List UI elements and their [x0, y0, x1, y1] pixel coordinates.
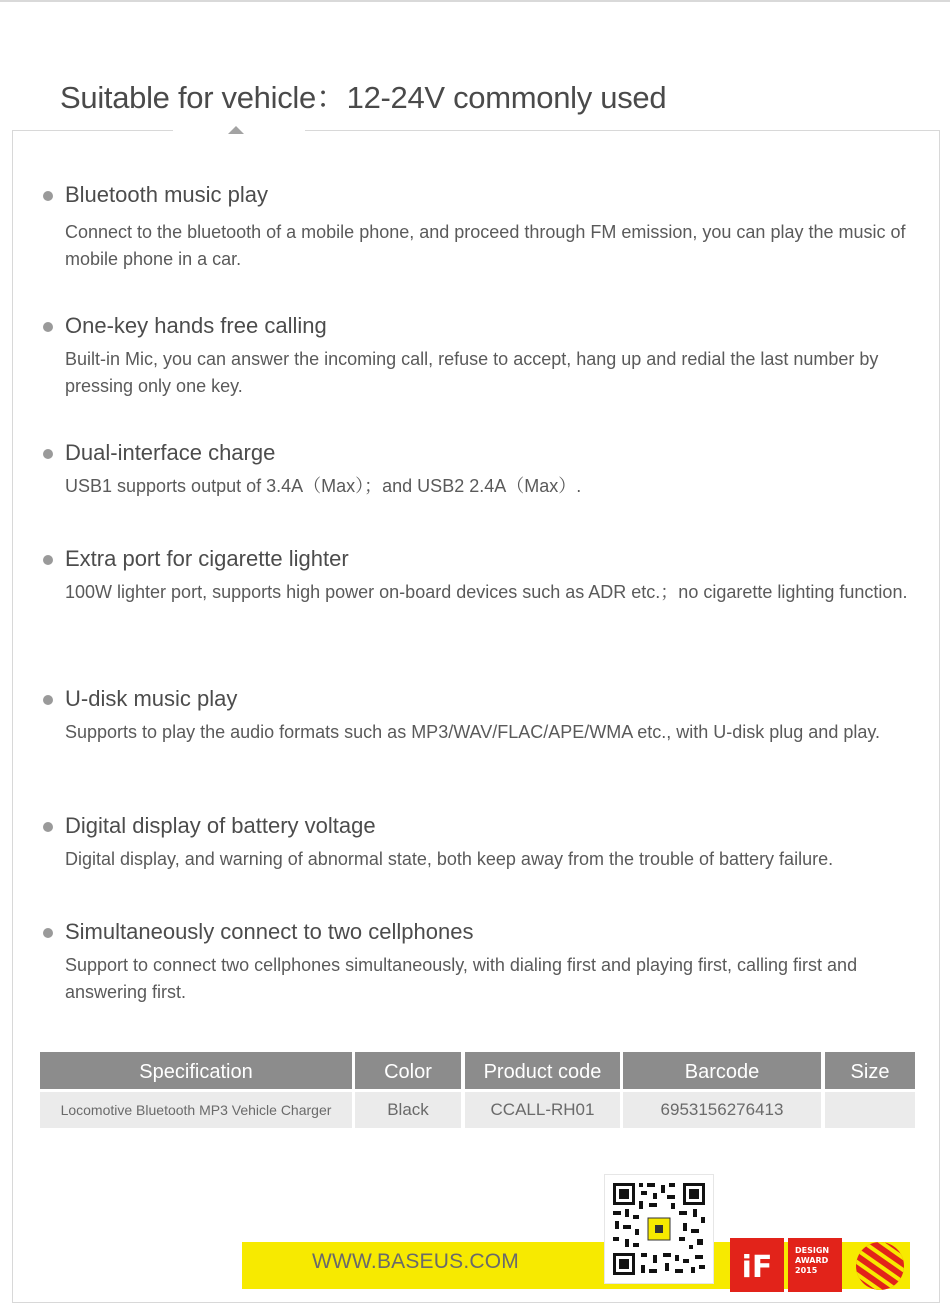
feature-heading: Extra port for cigarette lighter	[65, 546, 349, 571]
if-logo	[730, 1238, 784, 1292]
qr-code[interactable]	[604, 1174, 714, 1284]
bullet-icon	[43, 449, 53, 459]
feature-heading: Simultaneously connect to two cellphones	[65, 919, 474, 944]
feature-description: Built-in Mic, you can answer the incoming call, refuse to accept, hang up and redial the last number by pressing only one key.	[65, 349, 879, 396]
bullet-icon	[43, 191, 53, 201]
spec-header-size: Size	[825, 1052, 915, 1089]
frame-top-left-line	[12, 130, 173, 131]
website-link[interactable]: WWW.BASEUS.COM	[312, 1250, 519, 1273]
spec-header-specification: Specification	[40, 1052, 352, 1089]
feature-description: Connect to the bluetooth of a mobile phone, and proceed through FM emission, you can play the music of mobile phone in a car.	[65, 222, 906, 269]
top-divider	[0, 0, 950, 2]
if-award-line: 2015	[795, 1266, 818, 1275]
bullet-icon	[43, 928, 53, 938]
feature-description: 100W lighter port, supports high power on-board devices such as ADR etc.；no cigarette lighting function.	[65, 582, 908, 602]
bullet-icon	[43, 822, 53, 832]
feature-description: Supports to play the audio formats such as MP3/WAV/FLAC/APE/WMA etc., with U-disk plug and play.	[65, 722, 881, 742]
feature-heading: Bluetooth music play	[65, 182, 268, 207]
feature-description: USB1 supports output of 3.4A（Max）；and USB2 2.4A（Max）.	[65, 476, 582, 496]
spec-value-specification: Locomotive Bluetooth MP3 Vehicle Charger	[40, 1092, 352, 1128]
spec-header-product-code: Product code	[465, 1052, 620, 1089]
red-dot-icon	[852, 1238, 908, 1294]
if-design-award	[788, 1238, 842, 1292]
page-title: Suitable for vehicle：12-24V commonly used	[60, 80, 667, 115]
frame-top-right-line	[305, 130, 939, 131]
spec-value-size	[825, 1092, 915, 1128]
feature-description: Digital display, and warning of abnormal state, both keep away from the trouble of battery failure.	[65, 849, 834, 869]
bullet-icon	[43, 695, 53, 705]
feature-heading: Dual-interface charge	[65, 440, 276, 465]
bullet-icon	[43, 322, 53, 332]
spec-value-color: Black	[355, 1092, 461, 1128]
if-logo-text: iF	[741, 1250, 773, 1285]
feature-heading: Digital display of battery voltage	[65, 813, 376, 838]
bullet-icon	[43, 555, 53, 565]
spec-header-barcode: Barcode	[623, 1052, 821, 1089]
if-award-line: DESIGN	[795, 1246, 830, 1255]
if-award-line: AWARD	[795, 1256, 829, 1265]
spec-value-barcode: 6953156276413	[623, 1092, 821, 1128]
qr-code-icon	[605, 1175, 713, 1283]
feature-heading: One-key hands free calling	[65, 313, 327, 338]
feature-description: Support to connect two cellphones simultaneously, with dialing first and playing first, calling first and answering first.	[65, 955, 858, 1002]
spec-header-color: Color	[355, 1052, 461, 1089]
spec-value-product-code: CCALL-RH01	[465, 1092, 620, 1128]
feature-heading: U-disk music play	[65, 686, 238, 711]
caret-up-icon	[228, 126, 244, 134]
